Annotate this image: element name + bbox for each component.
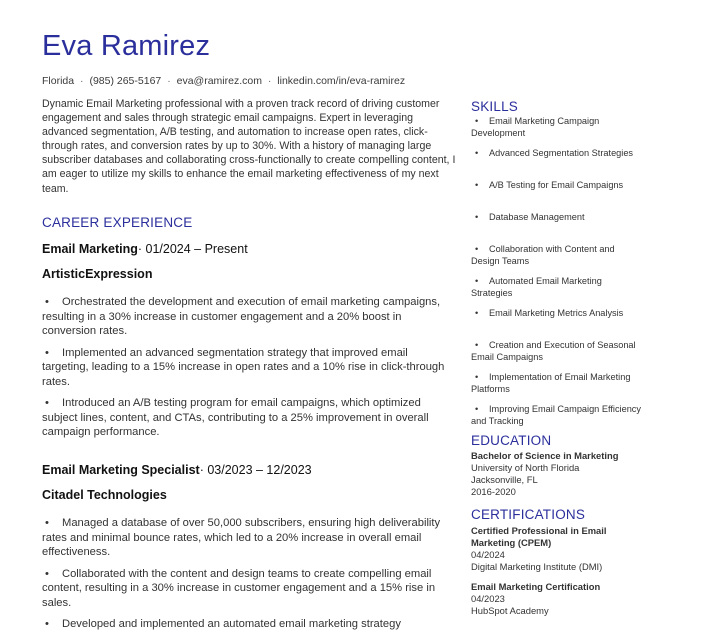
bullet-icon: • [475,116,479,126]
bullet-icon: • [475,308,479,318]
skill-text: Database Management [489,212,585,222]
job-1-role: Email Marketing [42,242,138,256]
certification-issuer: HubSpot Academy [471,605,549,616]
bullet-icon: • [45,346,49,359]
bullet-text: Implemented an advanced segmentation strategy that improved email targeting, leading to a 15% increase in open rates and a 10% rise in click-through rates. [42,346,445,388]
list-item [42,346,447,390]
skill-text: Creation and Execution of Seasonal Email Campaigns [471,340,636,362]
skill-item [471,243,641,275]
certification-date: 04/2023 [471,593,505,604]
skills-list [471,115,641,435]
bullet-icon: • [45,296,49,308]
education-heading: EDUCATION [471,433,552,448]
education-location: Jacksonville, FL [471,474,538,485]
candidate-name: Eva Ramirez [42,30,211,62]
skill-item [471,275,641,307]
job-2-company: Citadel Technologies [42,488,167,502]
job-2-dates: · 03/2023 – 12/2023 [199,463,312,477]
job-2-role: Email Marketing Specialist [42,463,200,477]
bullet-text: Developed and implemented an automated email marketing strategy [62,618,401,630]
contact-linkedin: linkedin.com/in/eva-ramirez [277,75,406,87]
bullet-icon: • [475,244,479,254]
skill-text: Collaboration with Content and Design Teams [471,244,615,266]
certification-name: Email Marketing Certification [471,581,601,592]
skill-text: Improving Email Campaign Efficiency and Tracking [471,404,641,426]
career-experience-heading: CAREER EXPERIENCE [42,215,193,230]
certification-issuer: Digital Marketing Institute (DMI) [471,561,603,572]
bullet-text: Orchestrated the development and execution of email marketing campaigns, resulting in a 30% increase in customer engagement and a 20% boost in conversion rates. [42,296,441,337]
skill-item [471,115,641,147]
contact-separator: · [80,75,84,87]
skill-item [471,179,641,211]
skill-item [471,211,641,243]
contact-email: eva@ramirez.com [176,75,262,87]
contact-separator: · [167,75,171,87]
bullet-icon: • [475,180,479,190]
bullet-icon: • [475,404,479,414]
professional-summary: Dynamic Email Marketing professional with a proven track record of driving customer engagement and sales through strategic email campaigns. Expert in leveraging advanced segmentation, A/B testing, and automation to increase open rates, click-through rates, and conversion rates by up to 30%. With a history of managing large subscriber databases and collaborating cross-functionally to create compelling content, I am eager to utilize my skills to enhance the email marketing effectiveness of my next team. [42,98,456,195]
job-1-bullets [42,295,447,447]
skills-heading: SKILLS [471,99,518,114]
contact-phone: (985) 265-5167 [89,75,162,87]
certification-date: 04/2024 [471,549,505,560]
job-1-header [42,242,248,256]
bullet-text: Introduced an A/B testing program for email campaigns, which optimized subject lines, content, and CTAs, contributing to a 25% improvement in overall campaign performance. [42,397,429,438]
skill-text: Email Marketing Metrics Analysis [489,308,624,318]
bullet-icon: • [475,148,479,158]
bullet-icon: • [475,340,479,350]
skill-item [471,307,641,339]
contact-location: Florida [42,75,75,87]
bullet-text: Collaborated with the content and design teams to create compelling email content, resulting in a 30% increase in customer engagement and a 15% rise in sales. [42,567,436,609]
skill-text: Automated Email Marketing Strategies [471,276,602,298]
bullet-icon: • [45,517,49,529]
skill-item [471,371,641,403]
skill-text: Implementation of Email Marketing Platforms [471,372,631,394]
skill-item [471,147,641,179]
bullet-icon: • [475,212,479,222]
certifications-heading: CERTIFICATIONS [471,507,586,522]
bullet-icon: • [45,567,49,580]
bullet-icon: • [45,397,49,409]
skill-text: A/B Testing for Email Campaigns [489,180,624,190]
bullet-icon: • [45,618,49,630]
list-item [42,516,447,560]
bullet-text: Managed a database of over 50,000 subscribers, ensuring high deliverability rates and minimal bounce rates, which led to a 20% increase in overall email effectiveness. [42,517,441,558]
job-2-bullets [42,516,447,639]
job-1-company: ArtisticExpression [42,267,153,281]
contact-separator: · [267,75,272,87]
job-2-header [42,463,312,477]
list-item [42,567,447,611]
list-item [42,396,447,440]
certification-name: Certified Professional in Email Marketing (CPEM) [471,525,607,548]
skill-text: Advanced Segmentation Strategies [489,148,634,158]
skill-item [471,339,641,371]
bullet-icon: • [475,372,479,382]
skill-item [471,403,641,435]
contact-line [42,75,405,87]
job-1-dates: · 01/2024 – Present [137,242,248,256]
bullet-icon: • [475,276,479,286]
list-item [42,617,447,632]
list-item [42,295,447,339]
education-school: University of North Florida [471,462,580,473]
education-years: 2016-2020 [471,486,516,497]
education-degree: Bachelor of Science in Marketing [471,450,619,461]
skill-text: Email Marketing Campaign Development [471,116,600,138]
